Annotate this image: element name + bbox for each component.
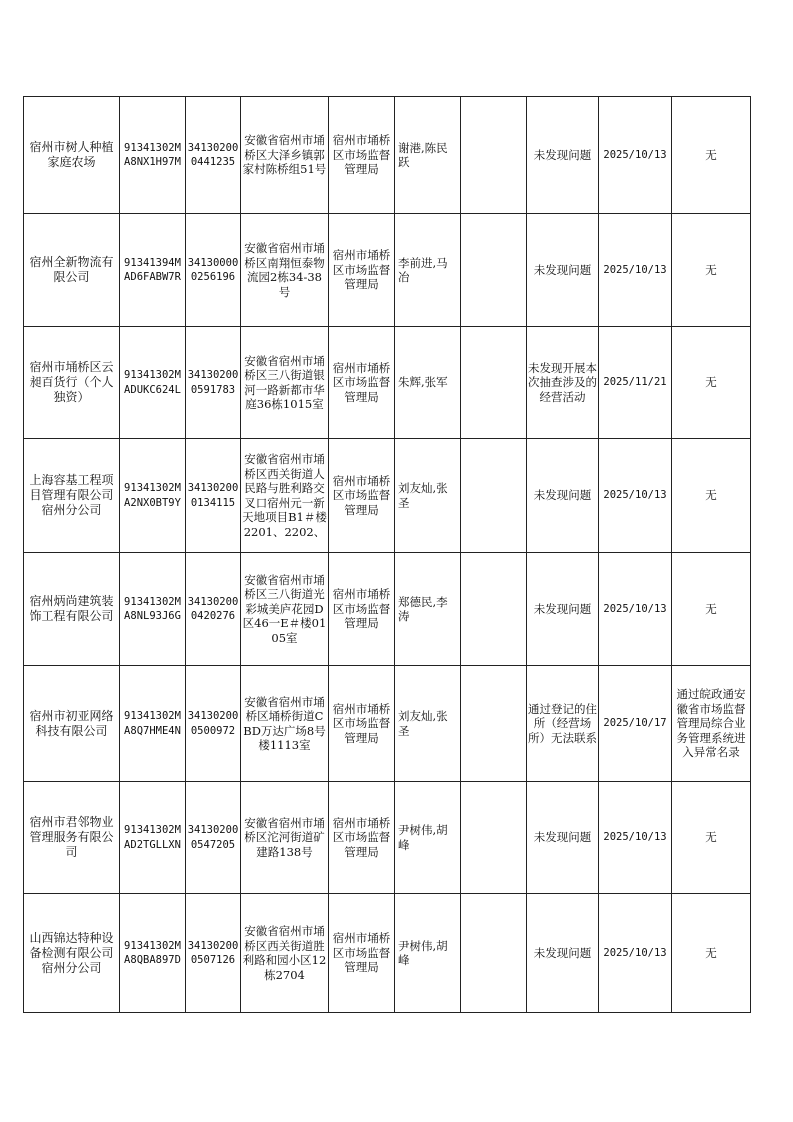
address-cell bbox=[241, 327, 329, 439]
remark-cell: 无 bbox=[672, 553, 751, 666]
table-row bbox=[24, 97, 751, 214]
table-row bbox=[24, 666, 751, 782]
empty-cell bbox=[461, 666, 527, 782]
inspectors-cell: 尹树伟,胡峰 bbox=[395, 894, 461, 1013]
address-cell bbox=[241, 439, 329, 553]
inspectors-cell: 朱辉,张军 bbox=[395, 327, 461, 439]
credit-code-cell: 91341302MA2NX0BT9Y bbox=[120, 439, 186, 553]
credit-code-cell: 91341302MA8NX1H97M bbox=[120, 97, 186, 214]
empty-cell bbox=[461, 782, 527, 894]
authority-cell: 宿州市埇桥区市场监督管理局 bbox=[329, 97, 395, 214]
result-cell: 未发现问题 bbox=[527, 439, 599, 553]
empty-cell bbox=[461, 439, 527, 553]
address-cell bbox=[241, 97, 329, 214]
registration-number-cell: 341302000500972 bbox=[186, 666, 241, 782]
address-cell bbox=[241, 894, 329, 1013]
result-cell: 未发现问题 bbox=[527, 782, 599, 894]
company-name-cell: 上海容基工程项目管理有限公司宿州分公司 bbox=[24, 439, 120, 553]
company-name-cell: 宿州全新物流有限公司 bbox=[24, 214, 120, 327]
inspectors-cell: 尹树伟,胡峰 bbox=[395, 782, 461, 894]
company-name-cell: 宿州炳尚建筑装饰工程有限公司 bbox=[24, 553, 120, 666]
empty-cell bbox=[461, 894, 527, 1013]
empty-cell bbox=[461, 214, 527, 327]
remark-cell: 无 bbox=[672, 97, 751, 214]
address-cell bbox=[241, 666, 329, 782]
company-name-cell: 宿州市树人种植家庭农场 bbox=[24, 97, 120, 214]
remark-cell: 无 bbox=[672, 782, 751, 894]
result-cell: 通过登记的住所（经营场所）无法联系 bbox=[527, 666, 599, 782]
table-row bbox=[24, 782, 751, 894]
table-row bbox=[24, 894, 751, 1013]
address-text: 安徽省宿州市埇桥区西关街道人民路与胜利路交叉口宿州元一新天地项目B1＃楼2201、2202、 bbox=[242, 452, 327, 539]
credit-code-cell: 91341302MAD2TGLLXN bbox=[120, 782, 186, 894]
address-text: 安徽省宿州市埇桥区三八街道光彩城美庐花园D区46一E＃楼0105室 bbox=[242, 572, 327, 645]
registration-number-cell: 341302000591783 bbox=[186, 327, 241, 439]
result-cell: 未发现开展本次抽查涉及的经营活动 bbox=[527, 327, 599, 439]
address-text: 安徽省宿州市埇桥区沱河街道矿建路138号 bbox=[244, 815, 325, 859]
credit-code-cell: 91341302MA8Q7HME4N bbox=[120, 666, 186, 782]
remark-cell: 无 bbox=[672, 439, 751, 553]
registration-number-cell: 341302000547205 bbox=[186, 782, 241, 894]
authority-cell: 宿州市埇桥区市场监督管理局 bbox=[329, 327, 395, 439]
address-text: 安徽省宿州市埇桥区埇桥街道CBD万达广场8号楼1113室 bbox=[243, 694, 326, 752]
authority-cell: 宿州市埇桥区市场监督管理局 bbox=[329, 214, 395, 327]
registration-number-cell: 341302000507126 bbox=[186, 894, 241, 1013]
date-cell: 2025/10/13 bbox=[599, 782, 672, 894]
authority-cell: 宿州市埇桥区市场监督管理局 bbox=[329, 666, 395, 782]
result-cell: 未发现问题 bbox=[527, 894, 599, 1013]
authority-cell: 宿州市埇桥区市场监督管理局 bbox=[329, 553, 395, 666]
result-cell: 未发现问题 bbox=[527, 553, 599, 666]
table-row bbox=[24, 439, 751, 553]
empty-cell bbox=[461, 97, 527, 214]
authority-cell: 宿州市埇桥区市场监督管理局 bbox=[329, 894, 395, 1013]
credit-code-cell: 91341302MA8QBA897D bbox=[120, 894, 186, 1013]
inspection-results-table bbox=[23, 96, 751, 1013]
inspectors-cell: 刘友灿,张圣 bbox=[395, 439, 461, 553]
table-row bbox=[24, 327, 751, 439]
result-cell: 未发现问题 bbox=[527, 214, 599, 327]
address-cell bbox=[241, 553, 329, 666]
empty-cell bbox=[461, 553, 527, 666]
credit-code-cell: 91341302MADUKC624L bbox=[120, 327, 186, 439]
authority-cell: 宿州市埇桥区市场监督管理局 bbox=[329, 782, 395, 894]
inspectors-cell: 郑德民,李涛 bbox=[395, 553, 461, 666]
remark-cell: 无 bbox=[672, 894, 751, 1013]
company-name-cell: 山西锦达特种设备检测有限公司宿州分公司 bbox=[24, 894, 120, 1013]
table-row bbox=[24, 214, 751, 327]
authority-cell: 宿州市埇桥区市场监督管理局 bbox=[329, 439, 395, 553]
date-cell: 2025/10/13 bbox=[599, 439, 672, 553]
date-cell: 2025/10/13 bbox=[599, 894, 672, 1013]
inspectors-cell: 刘友灿,张圣 bbox=[395, 666, 461, 782]
registration-number-cell: 341300000256196 bbox=[186, 214, 241, 327]
address-cell bbox=[241, 782, 329, 894]
remark-cell: 无 bbox=[672, 327, 751, 439]
date-cell: 2025/11/21 bbox=[599, 327, 672, 439]
company-name-cell: 宿州市埇桥区云昶百货行（个人独资） bbox=[24, 327, 120, 439]
table-row bbox=[24, 553, 751, 666]
date-cell: 2025/10/13 bbox=[599, 97, 672, 214]
address-cell bbox=[241, 214, 329, 327]
company-name-cell: 宿州市君邻物业管理服务有限公司 bbox=[24, 782, 120, 894]
date-cell: 2025/10/17 bbox=[599, 666, 672, 782]
inspectors-cell: 谢港,陈民跃 bbox=[395, 97, 461, 214]
registration-number-cell: 341302000441235 bbox=[186, 97, 241, 214]
credit-code-cell: 91341394MAD6FABW7R bbox=[120, 214, 186, 327]
address-text: 安徽省宿州市埇桥区大泽乡镇郭家村陈桥组51号 bbox=[242, 133, 327, 177]
remark-cell: 通过皖政通安徽省市场监督管理局综合业务管理系统进入异常名录 bbox=[672, 666, 751, 782]
date-cell: 2025/10/13 bbox=[599, 553, 672, 666]
registration-number-cell: 341302000420276 bbox=[186, 553, 241, 666]
address-text: 安徽省宿州市埇桥区西关街道胜利路和园小区12栋2704 bbox=[242, 924, 327, 982]
remark-cell: 无 bbox=[672, 214, 751, 327]
result-cell: 未发现问题 bbox=[527, 97, 599, 214]
address-text: 安徽省宿州市埇桥区三八街道银河一路新都市华庭36栋1015室 bbox=[244, 353, 325, 411]
company-name-cell: 宿州市初亚网络科技有限公司 bbox=[24, 666, 120, 782]
registration-number-cell: 341302000134115 bbox=[186, 439, 241, 553]
credit-code-cell: 91341302MA8NL93J6G bbox=[120, 553, 186, 666]
inspectors-cell: 李前进,马冶 bbox=[395, 214, 461, 327]
date-cell: 2025/10/13 bbox=[599, 214, 672, 327]
empty-cell bbox=[461, 327, 527, 439]
address-text: 安徽省宿州市埇桥区南翔恒泰物流园2栋34-38号 bbox=[244, 241, 325, 299]
